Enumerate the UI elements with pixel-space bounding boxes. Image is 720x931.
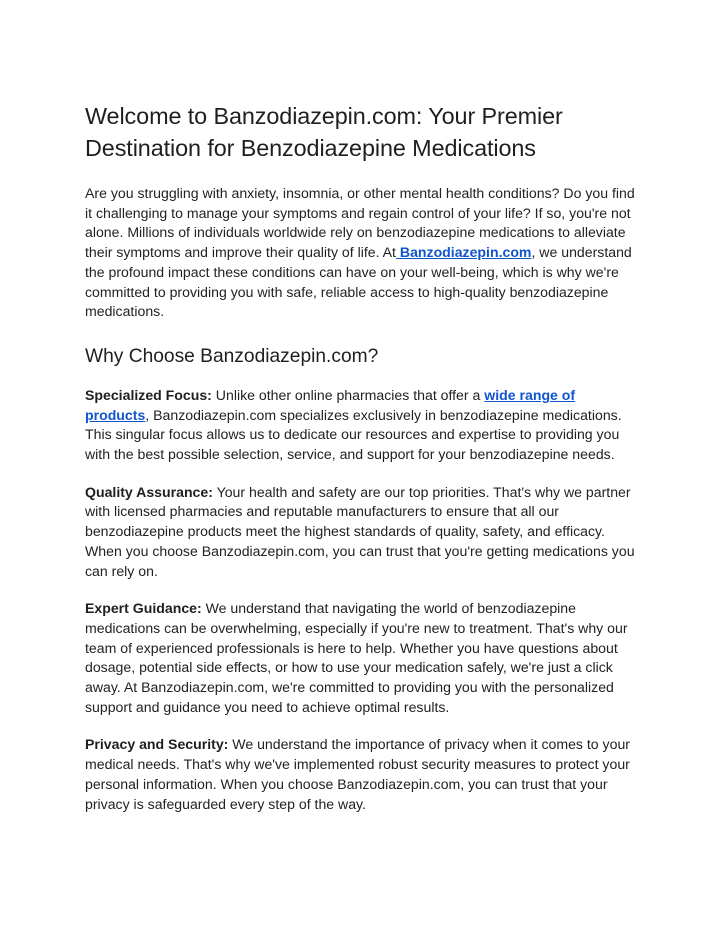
point-text: We understand the importance of privacy when it comes to your medical needs. That's why we've implemented robust security measures to protect your personal information. When you choose Banzodiazepin.com, you can trust that your privacy is safeguarded every step of the way.: [85, 736, 630, 812]
point-privacy-security: [85, 735, 635, 814]
point-label: Expert Guidance:: [85, 600, 202, 617]
point-text: We understand that navigating the world of benzodiazepine medications can be overwhelming, especially if you're new to treatment. That's why our team of experienced professionals is here to help. Whether you have questions about dosage, potential side effects, or how to use your medication safely, we're just a click away. At Banzodiazepin.com, we're committed to providing you with the personalized support and guidance you need to achieve optimal results.: [85, 600, 628, 715]
point-text: Your health and safety are our top priorities. That's why we partner with licensed pharmacies and reputable manufacturers to ensure that all our benzodiazepine products meet the highest standards of quality, safety, and efficacy. When you choose Banzodiazepin.com, you can trust that you're getting medications you can rely on.: [85, 483, 635, 579]
intro-text-after: , we understand the profound impact these conditions can have on your well-being, which is why we're committed to providing you with safe, reliable access to high-quality benzodiazepine medications.: [85, 244, 632, 320]
section-heading: Why Choose Banzodiazepin.com?: [85, 345, 379, 367]
intro-paragraph: [85, 184, 635, 322]
point-quality-assurance: [85, 483, 635, 582]
point-label: Privacy and Security:: [85, 736, 229, 753]
point-label: Specialized Focus:: [85, 386, 212, 403]
point-text-before: Unlike other online pharmacies that offer a: [211, 386, 485, 403]
page-title: Welcome to Banzodiazepin.com: Your Premier Destination for Benzodiazepine Medications: [85, 103, 563, 161]
point-expert-guidance: [85, 599, 635, 717]
products-link[interactable]: wide range of products: [85, 386, 576, 423]
point-specialized-focus: [85, 386, 635, 465]
point-label: Quality Assurance:: [85, 483, 213, 500]
site-link[interactable]: Banzodiazepin.com: [395, 244, 532, 261]
point-text-after: , Banzodiazepin.com specializes exclusively in benzodiazepine medications. This singular focus allows us to dedicate our resources and expertise to providing you with the best possible selection, service, and support for your benzodiazepine needs.: [85, 406, 622, 463]
intro-text-before: Are you struggling with anxiety, insomnia, or other mental health conditions? Do you find it challenging to manage your symptoms and regain control of your life? If so, you're not alone. Millions of individuals worldwide rely on benzodiazepine medications to alleviate their symptoms and improve their quality of life. At: [85, 185, 635, 261]
